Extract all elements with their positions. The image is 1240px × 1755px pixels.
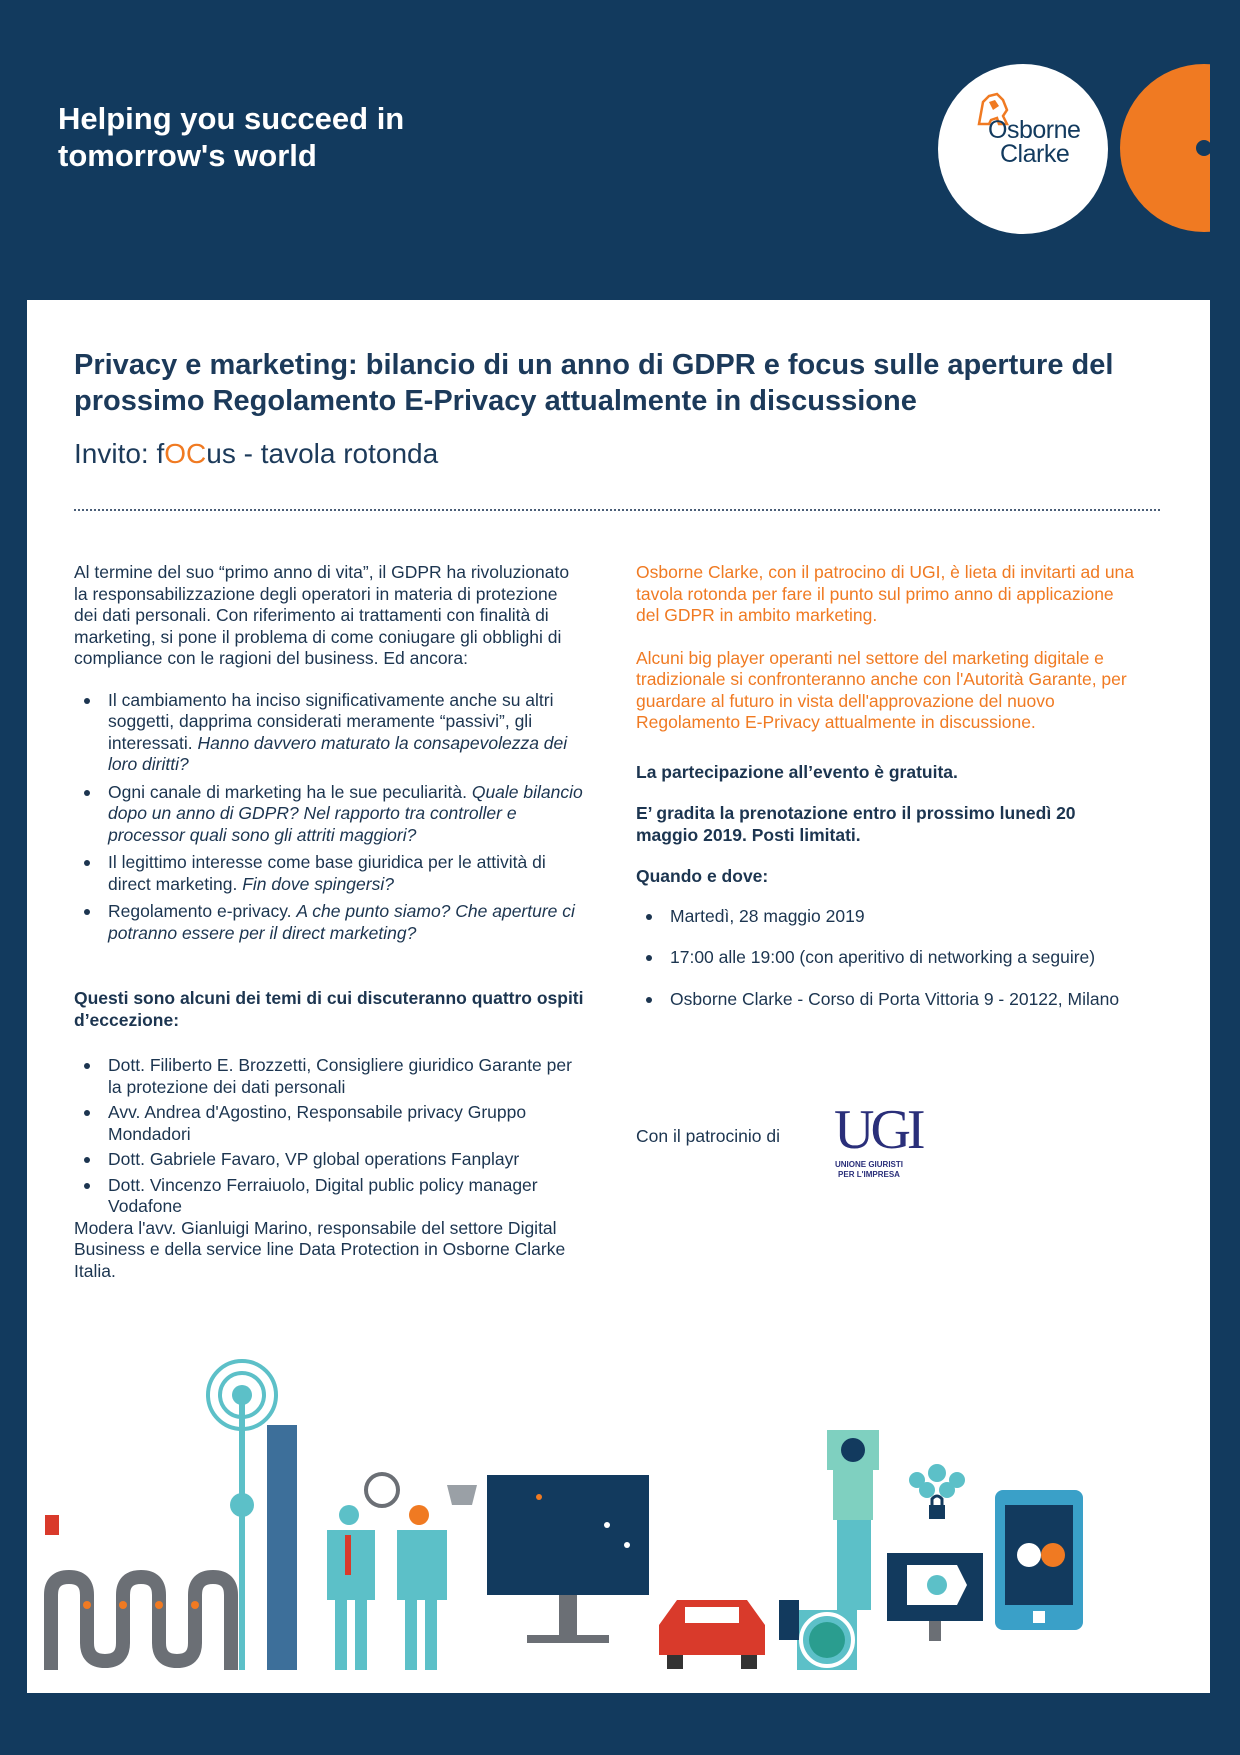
speakers-heading: Questi sono alcuni dei temi di cui discuteranno quattro ospiti d’eccezione: bbox=[74, 988, 584, 1030]
page-title: Privacy e marketing: bilancio di un anno di GDPR e focus sulle aperture del prossimo Regolamento E-Privacy attualmente in discussione bbox=[74, 349, 1114, 417]
bullet-question: Quale bilancio dopo un anno di GDPR? Nel rapporto tra controller e processor quali sono gli attriti maggiori? bbox=[108, 781, 583, 845]
orange-notch bbox=[1196, 140, 1210, 156]
invite-paragraph: Osborne Clarke, con il patrocino di UGI, è lieta di invitarti ad una tavola rotonda per fare il punto sul primo anno di applicazione del GDPR in ambito marketing. bbox=[636, 562, 1135, 625]
right-column bbox=[636, 562, 1136, 1210]
patronage-block bbox=[636, 1100, 1136, 1210]
ugi-line-1: UNIONE GIURISTI bbox=[834, 1160, 903, 1169]
bullet-text: Il cambiamento ha inciso significativamente anche su altri soggetti, dapprima considerati meramente “passivi”, gli interessati. bbox=[108, 689, 554, 753]
astronaut-illustration bbox=[779, 1430, 879, 1670]
tv-tower-illustration bbox=[208, 1361, 297, 1670]
when-where-heading: Quando e dove: bbox=[636, 866, 769, 886]
when-where-list bbox=[636, 906, 1136, 1011]
world-map-monitor bbox=[487, 1475, 649, 1643]
subtitle-highlight: OC bbox=[164, 438, 207, 469]
ugi-logo bbox=[834, 1099, 922, 1180]
list-item: Osborne Clarke - Corso di Porta Vittoria 9 - 20122, Milano bbox=[636, 989, 1136, 1011]
car-illustration bbox=[659, 1600, 765, 1669]
bullet-text: Ogni canale di marketing ha le sue peculiarità. bbox=[108, 781, 472, 802]
bullet-question: Fin dove spingersi? bbox=[242, 873, 394, 894]
tagline bbox=[58, 100, 404, 174]
topics-list bbox=[74, 690, 584, 945]
subtitle-prefix: Invito: f bbox=[74, 438, 165, 469]
list-item: Dott. Filiberto E. Brozzetti, Consigliere giuridico Garante per la protezione dei dati personali bbox=[74, 1055, 584, 1098]
patron-label: Con il patrocinio di bbox=[636, 1126, 780, 1146]
tagline-line-2: tomorrow's world bbox=[58, 138, 317, 173]
list-item bbox=[74, 690, 584, 776]
security-monitor bbox=[887, 1553, 983, 1641]
booking-note: E’ gradita la prenotazione entro il prossimo lunedì 20 maggio 2019. Posti limitati. bbox=[636, 803, 1076, 845]
list-item: Avv. Andrea d'Agostino, Responsabile privacy Gruppo Mondadori bbox=[74, 1102, 584, 1145]
free-entry-note: La partecipazione all’evento è gratuita. bbox=[636, 761, 958, 782]
list-item bbox=[74, 782, 584, 847]
bullet-text: Il legittimo interesse come base giuridica per le attività di direct marketing. bbox=[108, 852, 546, 894]
ugi-line-2: PER L'IMPRESA bbox=[838, 1170, 900, 1179]
cloud-lock-illustration bbox=[909, 1464, 965, 1519]
orange-half-circle bbox=[1120, 64, 1210, 232]
tagline-line-1: Helping you succeed in bbox=[58, 101, 405, 136]
subtitle-suffix: us - tavola rotonda bbox=[206, 438, 439, 469]
logo-line-2: Clarke bbox=[1000, 140, 1070, 168]
ugi-mark: UGI bbox=[834, 1099, 922, 1161]
moderator-paragraph: Modera l'avv. Gianluigi Marino, responsabile del settore Digital Business e della service line Data Protection in Osborne Clarke Italia. bbox=[74, 1217, 566, 1281]
list-item: Martedì, 28 maggio 2019 bbox=[636, 906, 1136, 928]
header-band bbox=[0, 0, 1240, 300]
osborne-clarke-logo bbox=[938, 64, 1108, 234]
road-illustration bbox=[45, 1515, 231, 1670]
list-item bbox=[74, 852, 584, 895]
invitation-card bbox=[27, 300, 1210, 1693]
participants-paragraph: Alcuni big player operanti nel settore del marketing digitale e tradizionale si confronteranno anche con l'Autorità Garante, per guardare al futuro in vista dell'approvazione del nuovo Regolamento E-Privacy attualmente in discussione. bbox=[636, 647, 1127, 732]
subtitle bbox=[74, 438, 438, 470]
bullet-question: A che punto siamo? Che aperture ci potranno essere per il direct marketing? bbox=[108, 901, 575, 943]
footer-illustration bbox=[27, 1355, 1210, 1693]
left-column bbox=[74, 562, 584, 1282]
footer-band bbox=[0, 1693, 1240, 1755]
people-illustration bbox=[327, 1474, 477, 1670]
intro-paragraph: Al termine del suo “primo anno di vita”, il GDPR ha rivoluzionato la responsabilizzazione degli operatori in materia di protezione dei dati personali. Con riferimento ai trattamenti con finalità di marketing, si pone il problema di come coniugare gli obblighi di compliance con le ragioni del business. Ed ancora: bbox=[74, 562, 570, 668]
bullet-text: Regolamento e-privacy. bbox=[108, 901, 297, 921]
logo-line-1: Osborne bbox=[988, 116, 1081, 144]
logo-text bbox=[988, 118, 1080, 166]
speakers-list bbox=[74, 1055, 584, 1218]
list-item bbox=[74, 901, 584, 944]
list-item: Dott. Vincenzo Ferraiuolo, Digital public policy manager Vodafone bbox=[74, 1175, 584, 1218]
list-item: Dott. Gabriele Favaro, VP global operations Fanplayr bbox=[74, 1149, 584, 1171]
dotted-divider bbox=[74, 509, 1160, 511]
bullet-question: Hanno davvero maturato la consapevolezza dei loro diritti? bbox=[108, 732, 568, 774]
list-item: 17:00 alle 19:00 (con aperitivo di networking a seguire) bbox=[636, 947, 1136, 969]
smartphone-illustration bbox=[995, 1490, 1083, 1630]
